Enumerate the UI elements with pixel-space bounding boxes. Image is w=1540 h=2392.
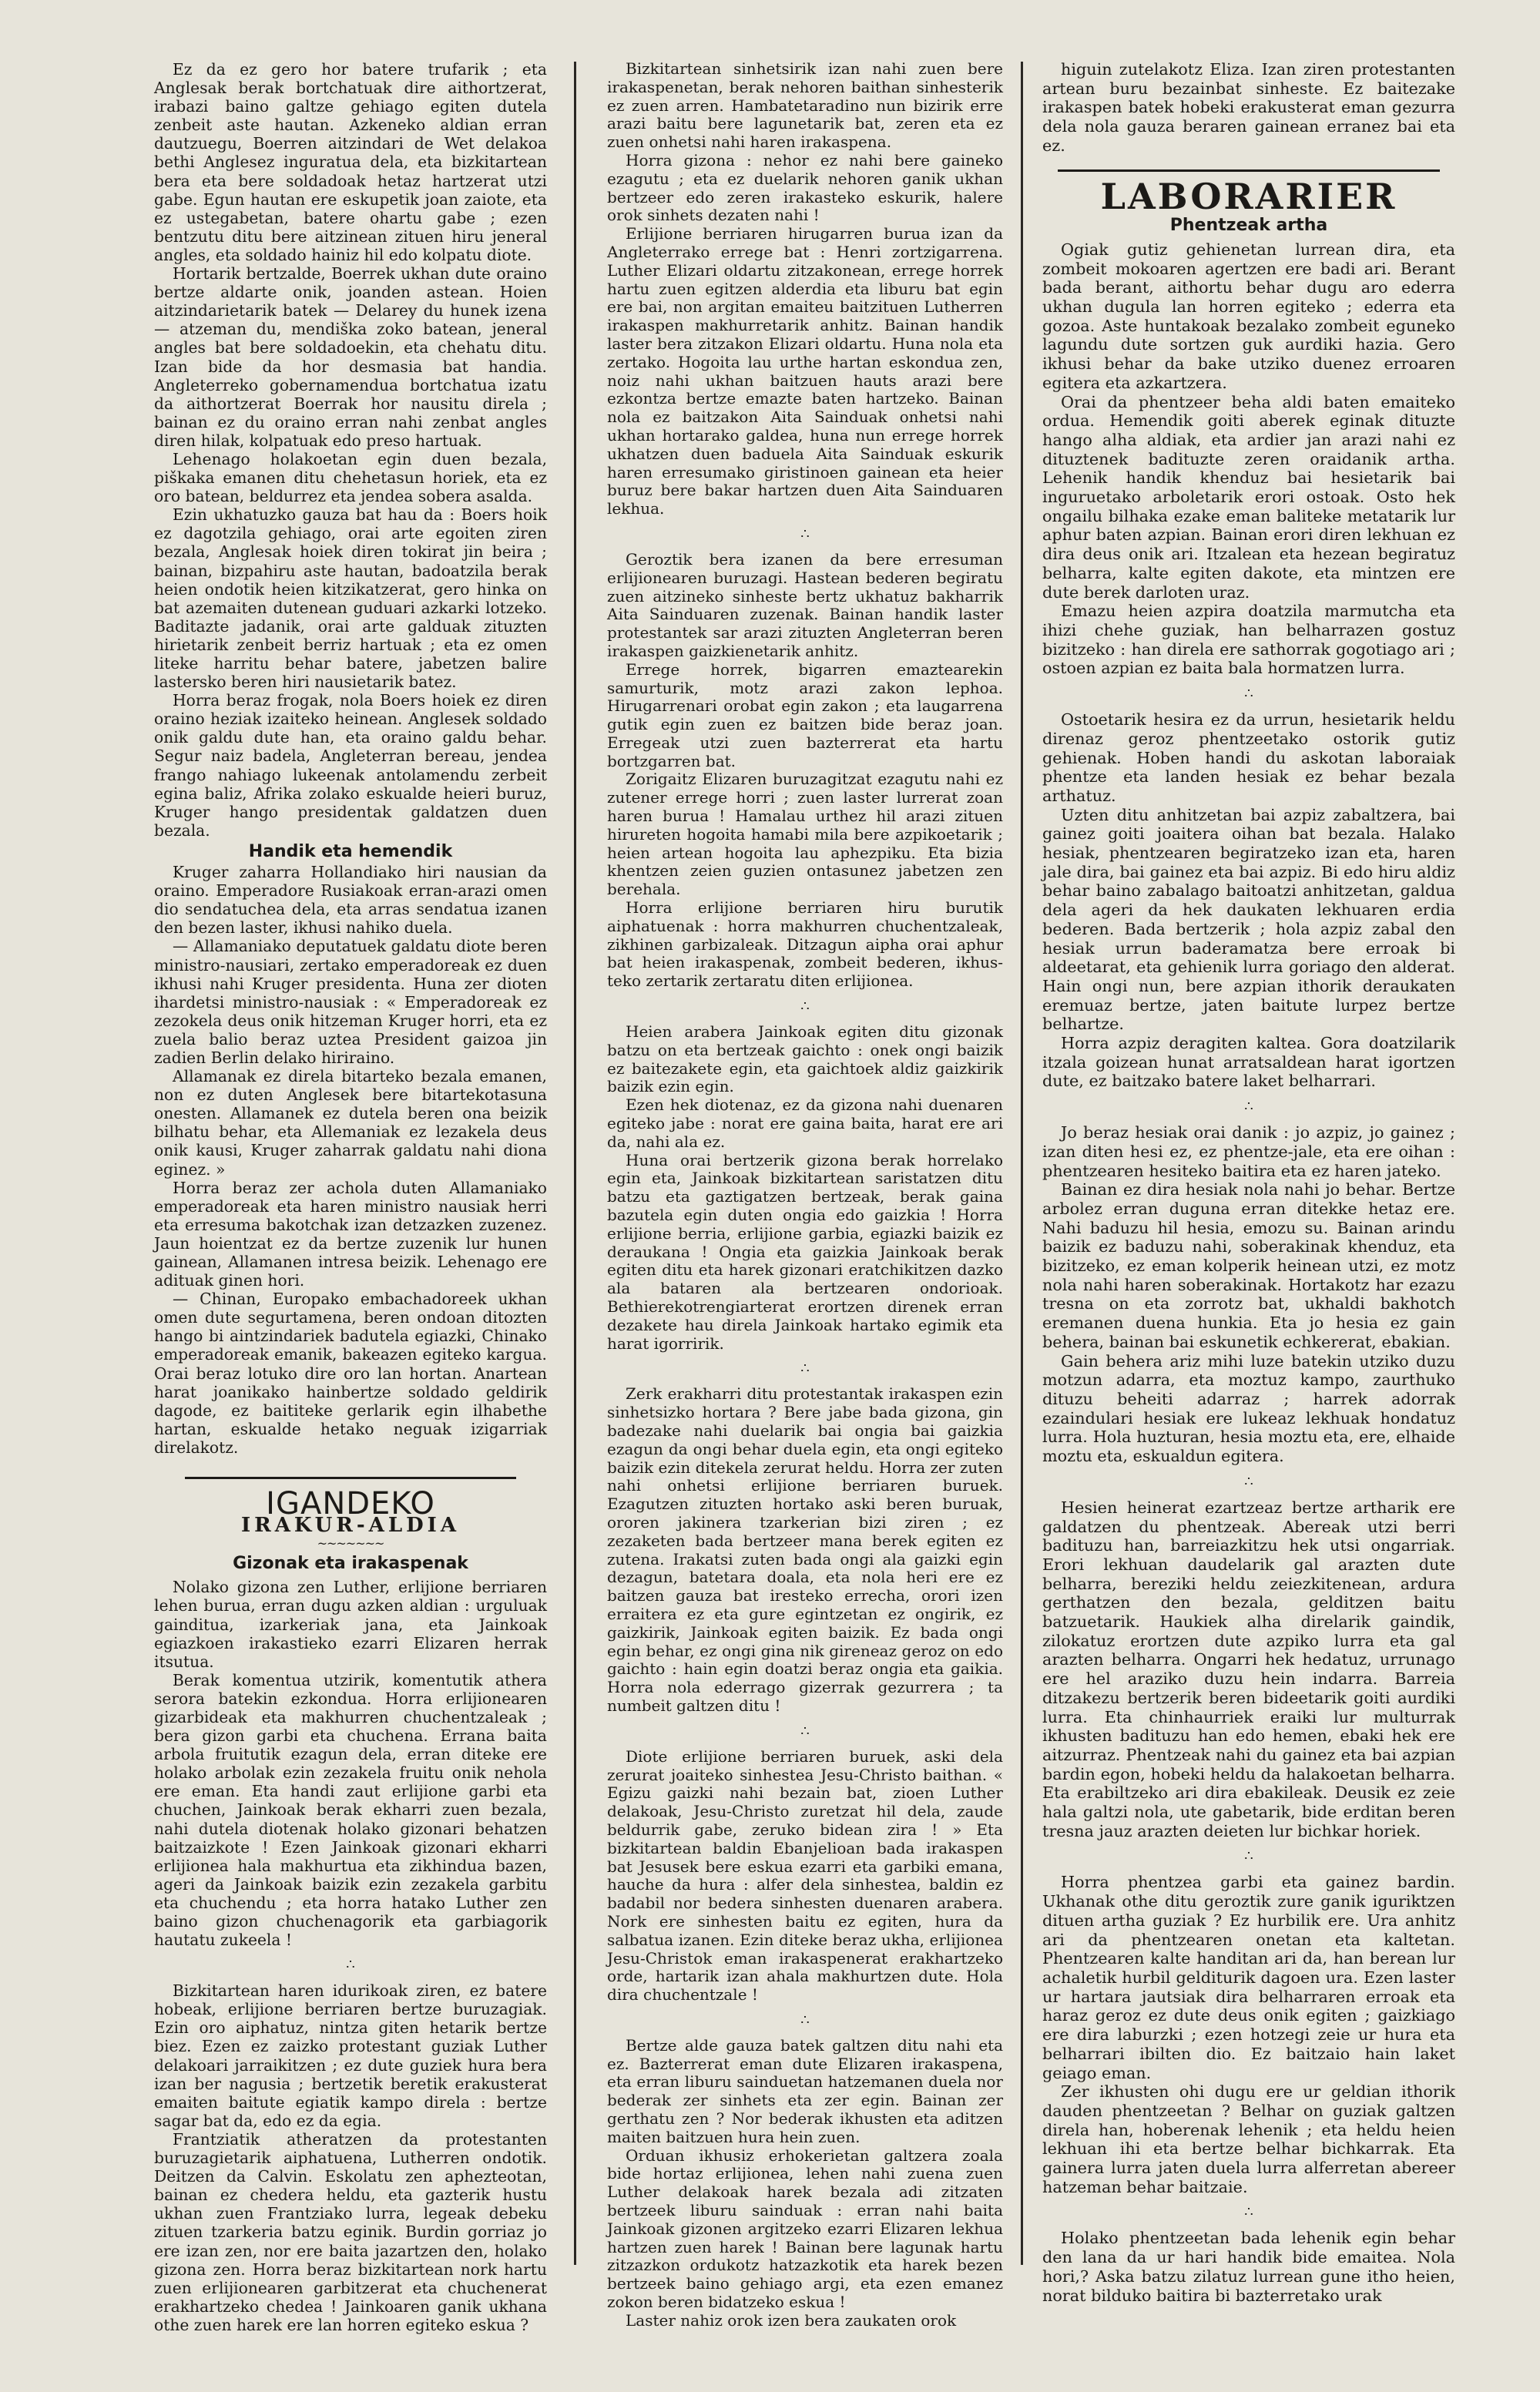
paragraph: Geroztik bera izanen da bere erresuman erlijionearen buruzagi. Hastean bederen begiratu zuen aitzineko sinheste bertz ukhatuz bakharrik Aita Sainduaren zuzenak. Bainan handik laster protestantek sar arazi zituzten Angleterran beren irakaspen gaizkienetarik anhitz. [607,549,1003,660]
paragraph: Horra erlijione berriaren hiru burutik aiphatuenak : horra makhurren chuchentzaleak, zikhinen garbizaleak. Ditzagun aipha orai aphur bat heien irakaspenak, zombeit bederen, ikhus-teko zertarik zertaratu diten erlijionea. [607,898,1003,991]
column-divider-left [574,62,576,2265]
column-3 [1042,60,1455,2305]
separator-asterism: ∴ [800,2011,810,2028]
paragraph: Nolako gizona zen Luther, erlijione berriaren lehen burua, erran dugu azken aldian : urguluak gainditua, izarkeriak jana, eta Jainkoak egiazkoen irakastieko ezarri Elizaren herrak itsutua. [154,1578,547,1671]
paragraph: Ezin ukhatuzko gauza bat hau da : Boers hoik ez dagotzila gehiago, orai arte egoiten ziren bezala, Anglesak hoiek diren tokirat jin beira ; bainan, bizpahiru aste hautan, badoatzila berak heien ondotik heien kitzikatzerat, gero hinka on bat azemaiten dutenean guduari azkarki lotzeko. Baditazte jadanik, orai arte galduak zituzten hirietarik zenbeit berriz hartuak ; eta ez omen liteke harritu behar batere, jabetzen balire lastersko beren hiri nausietarik batez. [154,505,547,692]
paragraph: Berak komentua utzirik, komentutik athera serora batekin ezkondua. Horra erlijionearen gizarbideak eta makhurren chuchentzaleak ; bera gizon garbi eta chuchena. Errana baita arbola fruitutik ezagun dela, erran diteke ere holako arbolak ezin zezakela fruitu onik nehola ere eman. Eta handi zaut erlijione garbi eta chuchen, Jainkoak berak ekharri zuen bezala, nahi dutela diotenak holako gizonari behatzen baitzaizkote ! Ezen Jainkoak gizonari ekharri erlijionea hala makhurtua eta zikhindua bazen, ageri da Jainkoak baizik ezin zezakela garbitu eta chuchendu ; eta horra hatako Luther zen baino gizon chuchenagorik eta garbiagorik hautatu zukeela ! [154,1670,547,1950]
paragraph: Erlijione berriaren hirugarren burua izan da Angleterrako errege bat : Henri zortzigarrena. Luther Elizari oldartu zitzakonean, errege horrek hartu zuen egitzen alderdia eta liburu bat egin ere bai, non argitan emaiteu baitzituen Lutherren irakaspen makhurretarik anhitz. Bainan handik laster bera zitzakon Elizari oldartu. Huna nola eta zertako. Hogoita lau urthe hartan eskondua zen, noiz nahi ukhan baitzuen hauts arazi bere ezkontza bertze emazte baten hartzeko. Bainan nola ez baitzakon Aita Sainduak onhetsi nahi ukhan hortarako galdea, huna nun errege horrek ukhatzen duen baduela Aita Sainduak eskurik haren erresumako giristinoen gainean eta heier buruz bere bakar hartzen duen Aita Sainduaren lekhua. [607,224,1003,518]
paragraph: Horra azpiz deragiten kaltea. Gora doatzilarik itzala goizean hunat arratsaldean harat igortzen dute, ez baitzako batere laket belharrari. [1042,1034,1455,1091]
paragraph: Bertze alde gauza batek galtzen ditu nahi eta ez. Bazterrerat eman dute Elizaren irakaspena, eta erran liburu sainduetan hatzemanen duela nor bederak zer sinhets eta zer egin. Bainan zer gerthatu zen ? Nor bederak ikhusten eta aditzen maiten baitzuen hura hein zuen. [607,2035,1003,2146]
paragraph: Ogiak gutiz gehienetan lurrean dira, eta zombeit mokoaren agertzen ere badi ari. Berant bada berant, aithortu behar dugu aro ederra ukhan dugula lan horren egiteko ; ederra eta gozoa. Aste huntakoak bezalako zombeit eguneko lagundu dute sortzen guk aurdiki hazia. Gero ikhusi behar da bake utziko duenez erroaren egitera eta azkartzera. [1042,240,1455,392]
paragraph: Ez da ez gero hor batere trufarik ; eta Anglesak berak bortchatuak dire aithortzerat, irabazi baino galtze gehiago egiten dutela zenbeit aste hautan. Azkeneko aldian erran dautzuegu, Boerren aitzindari de Wet delakoa bethi Anglesez inguratua dela, eta bizkitartean bera eta bere soldadoak hetaz hartzerat utzi gabe. Egun hautan ere eskupetik joan zaiote, eta ez ustegabetan, batere ohartu gabe ; ezen bentzutu ditu bere aitzinean zituen hiru jeneral angles, eta soldado hainiz hil edo kolpatu diote. [154,60,547,264]
paragraph: Zorigaitz Elizaren buruzagitzat ezagutu nahi ez zutener errege horri ; zuen laster lurrerat zoan haren burua ! Hamalau urthez hil arazi zituen hirureten hogoita hamabi mila bere azpikoetarik ; heien artean hogoita lau aphezpiku. Eta bizia khentzen zeien guzien ontasunez jabetzen zen berehala. [607,770,1003,899]
paragraph: Allamanak ez direla bitarteko bezala emanen, non ez duten Anglesek bere bitartekotasuna onesten. Allamanek ez dutela beren ona beizik bilhatu behar, eta Allemaniak ez lezakela deus onik kausi, Kruger zaharrak galdatu nahi diona eginez. » [154,1067,547,1179]
paragraph: Huna orai bertzerik gizona berak horrelako egin eta, Jainkoak bizkitartean saristatzen ditu batzu eta gaztigatzen bertzeak, berak gaina bazutela egin duten ongia edo gaizkia ! Horra erlijione berria, erlijione garbia, egiazki baizik ez deraukana ! Ongia eta gaizkia Jainkoak berak egiten ditu eta harek gizonari eratchikitzen dazko ala bataren ala bertzearen ondorioak. Bethierekotrengiarterat erortzen direnek erran dezakete hau direla Jainkoak hartako egimik eta harat igorririk. [607,1150,1003,1353]
separator-asterism: ∴ [800,998,810,1015]
paragraph: Orai da phentzeer beha aldi baten emaiteko ordua. Hemendik goiti aberek eginak dituzte hango alha aldiak, eta ardier jan arazi nahi ez dituztenek badituzte zeren oraidanik artha. Lehenik handik khenduz bai hesietarik bai inguruetako arboletarik erori ostoak. Osto hek ongailu bilhaka ezake eman baliteke metatarik lur aphur baten azpian. Bainan erori diren lekhuan ez dira deus onik ari. Itzalean eta hezean begiratuz belharra, kalte egiten dakote, eta mintzen ere dute berek darloten uraz. [1042,392,1455,602]
paragraph: — Chinan, Europako embachadoreek ukhan omen dute segurtamena, beren ondoan ditozten hango bi aintzindariek badutela egiazki, Chinako emperadoreak emanik, bakeazen egiteko kargua. Orai beraz lotuko dire oro lan hortan. Anartean harat joanikako hainbertze soldado geldirik dagode, ez baititeke gerlarik egin ilhabethe hartan, eskualde hetako neguak izigarriak direlakotz. [154,1290,547,1457]
separator-asterism: ∴ [1244,1473,1253,1490]
paragraph: Ostoetarik hesira ez da urrun, hesietarik heldu direnaz geroz phentzeetako ostorik gutiz gehienak. Hoben handi du askotan laboraiak phentze eta landen hesiak ez behar bezala arthatuz. [1042,710,1455,805]
paragraph: Zerk erakharri ditu protestantak irakaspen ezin sinhetsizko hortara ? Bere jabe bada gizona, gin badezake nahi duelarik bai ongia bai gaizkia ezagun da ongi behar duela egin, eta ongi egiteko baizik ezin ditekela zerurat heldu. Horra zer zuten nahi onhetsi erlijione berriaren buruek. Ezagutzen zituzten hortako aski beren buruak, ororen jakinera tzarkerian bizi ziren ; ez zezaketen bada bertzeer mana berek egiten ez zutena. Irakatsi zuten bada ongi ala gaizki egin dezagun, batetara doala, eta nola heri ere ez baitzen gauza bat iresteko errecha, orori izen erraitera ez eta gure egintzetan ez ongirik, ez gaizkirik, Jainkoak egiten baizik. Ez bada ongi egin behar, ez ongi gina nik gireneaz geroz on edo gaichto : hain egin doatzi beraz ongia eta gaikia. Horra nola ederrago gizerrak gezurrera ; ta numbeit galtzen ditu ! [607,1384,1003,1715]
separator-asterism: ∴ [1244,2204,1253,2221]
paragraph: Emazu heien azpira doatzila marmutcha eta ihizi chehe guziak, han belharrazen gostuz bizitzeko : han direla ere sathorrak gogotiago ari ; ostoen azpian ez baita bala hormatzen lurra. [1042,602,1455,678]
separator-asterism: ∴ [800,1723,810,1739]
ornament: ~~~~~~~ [317,1536,384,1552]
separator-asterism: ∴ [1244,1099,1253,1115]
separator-asterism: ∴ [800,525,810,542]
paragraph: Holako phentzeetan bada lehenik egin behar den lana da ur hari handik bide emaitea. Nola hori,? Aska batzu zilatuz lurrean gune itho heien, norat bilduko baitira bi bazterretako urak [1042,2229,1455,2305]
paragraph: Bizkitartean haren idurikoak ziren, ez batere hobeak, erlijione berriaren bertze buruzagiak. Ezin oro aiphatuz, nintza giten hetarik bertze biez. Ezen ez zaizko protestant guziak Luther delakoari jarraikitzen ; ez dute guziek hura bera izan ber nagusia ; bertzetik beretik erakusterat emaiten baitute egiatik kampo direla : bertze sagar bat da, edo ez da egia. [154,1981,547,2130]
paragraph: Lehenago holakoetan egin duen bezala, piškaka emanen ditu chehetasun horiek, eta ez oro batean, beldurrez eta jendea sobera asalda. [154,449,547,506]
paragraph: Gain behera ariz mihi luze batekin utziko duzu motzun adarra, eta moztuz kampo, zaurthuko dituzu beheiti adarraz ; harrek adorrak ezaindulari hesiak ere lukeaz lekhuak hondatuz lurra. Hola huzturan, hesia moztu eta, ere, elhaide moztu eta, eskualdun egitera. [1042,1351,1455,1466]
paragraph: Horra beraz frogak, nola Boers hoiek ez diren oraino heziak izaiteko heinean. Anglesek soldado onik galdu dute han, eta oraino galdu behar. Segur naiz badela, Angleterran bereau, jendea frango nahiago lukeenak antolamendu zerbeit egina baliz, Afrika zolako eskualde heieri buruz, Kruger hango presidentak galdatzen duen bezala. [154,691,547,840]
masthead-subtitle: IRAKUR-ALDIA [240,1514,461,1538]
paragraph: Hesien heinerat ezartzeaz bertze artharik ere galdatzen du phentzeak. Abereak utzi berri badituzu han, barreiazkitzu hek utsi ongarriak. Erori lekhuan daudelarik gal arazten dute belharra, bereziki heldu zeiezkitenean, ardura gerthatzen den bezala, gelditzen baitu batzuetarik. Haukiek alha direlarik gaindik, zilokatuz erortzen dute azpiko lurra eta gal arazten belharra. Ongarri hek hedatuz, urrunago ere hel araziko duzu hein indarra. Barreia ditzakezu bertzerik beren bideetarik goiti aurdiki lurra. Eta chinhaurriek eraiki lur multurrak ikhusten badituzu han edo hemen, ebaki hek ere aitzurraz. Phentzeak nahi du gainez eta bai azpian bardin egon, hobeki heldu da halakoetan belharra. Eta erabiltzeko ari dira ebakileak. Deusik ez zeie hala galtzi nola, ute gabetarik, bide erditan beren tresna jauz arazten deieten lur bichkar horiek. [1042,1498,1455,1840]
paragraph: Zer ikhusten ohi dugu ere ur geldian ithorik dauden phentzeetan ? Belhar on guziak galtzen direla han, hoberenak lehenik ; eta heldu heien lekhuan ihi eta bertze belhar bichkarrak. Eta gainera lurra jaten duela lurra alferretan abereer hatzeman behar baitzaie. [1042,2082,1455,2196]
paragraph: Bizkitartean sinhetsirik izan nahi zuen bere irakaspenetan, berak nehoren baithan sinhesterik ez zuen arren. Hambatetaradino nun bizirik erre arazi baitu bere lagunetarik bat, zeren eta ez zuen onhetsi nahi haren irakaspena. [607,59,1003,152]
paragraph: Jo beraz hesiak orai danik : jo azpiz, jo gainez ; izan diten hesi ez, ez phentze-jale, eta ere oihan : phentzearen hesiteko baitira eta ez haren jateko. [1042,1123,1455,1180]
paragraph: higuin zutelakotz Eliza. Izan ziren protestanten artean buru bezainbat sinheste. Ez baitezake irakaspen batek hobeki erakusterat eman gezurra dela nola gauza beraren gainean erranez bai eta ez. [1042,60,1455,155]
paragraph: Uzten ditu anhitzetan bai azpiz zabaltzera, bai gainez goiti joaitera oihan bat bezala. Halako hesiak, phentzearen begiratzeko izan eta, haren jale dira, bai gainez eta bai azpiz. Bi edo hiru aldiz behar baino zabalago baitoatzi anhitzetan, galdua dela ageri da hek daukaten lekhuaren erdia bederen. Bada bertzerik ; hola azpiz zabal den hesiak urrun baderamatza bere erroak bi aldeetarat, eta gehienik lurra goriago den alderat. Hain ongi nun, bere azpian ithorik deraukaten eremuaz bertze, jaten baitute lurpez bertze belhartze. [1042,805,1455,1034]
section-masthead: LABORARIER [1100,175,1397,217]
paragraph: Kruger zaharra Hollandiako hiri nausian da oraino. Emperadore Rusiakoak erran-arazi omen dio sendatuchea dela, eta arras sendatua izanen den bezen laster, ikhusi nahiko duela. [154,863,547,938]
paragraph: Orduan ikhusiz erhokerietan galtzera zoala bide hortaz erlijionea, lehen nahi zuena zuen Luther delakoak harek bezala adi zitzaten bertzeek liburu sainduak : erran nahi baita Jainkoak gizonen argitzeko ezarri Elizaren lekhua hartzen zuen harek ! Bainan bere lagunak hartu zitzazkon ordukotz hatzazkotik eta harek bezen bertzeek baino gehiago argi, eta ezen emanez zokon beren bidatzeko eskua ! [607,2145,1003,2312]
paragraph: Horra beraz zer achola duten Allamaniako emperadoreak eta haren ministro nausiak herri eta erresuma bakotchak izan detzazken zuzenez. Jaun hoientzat ez da bertze zuzenik lur hunen gainean, Allamanen intresa beizik. Lehenago ere adituak ginen hori. [154,1178,547,1290]
article-title: Gizonak eta irakaspenak [233,1554,468,1574]
separator-asterism: ∴ [800,1360,810,1377]
paragraph: Hortarik bertzalde, Boerrek ukhan dute oraino bertze aldarte onik, joanden astean. Hoien aitzindarietarik batek — Delarey du hunek izena — atzeman du, mendiška zoko batean, jeneral angles bat bere soldadoekin, eta chehatu ditu. Izan bide da hor desmasia bat handia. Angleterreko gobernamendua bortchatua izatu da aithortzerat Boerrak hor nausitu direla ; bainan ez du oraino erran nahi zenbat angles diren hilak, kolpatuak edo preso hartuak. [154,264,547,450]
horizontal-rule [185,1477,516,1479]
column-2 [607,60,1003,2330]
column-1 [154,60,547,2334]
column-divider-right [1021,62,1023,2265]
horizontal-rule [1058,169,1440,172]
paragraph: Heien arabera Jainkoak egiten ditu gizonak batzu on eta bertzeak gaichto : onek ongi baizik ez baitezakete egin, eta gaichtoek aldiz gaizkirik baizik ezin egin. [607,1022,1003,1096]
paragraph: Errege horrek, bigarren emaztearekin samurturik, motz arazi zakon lephoa. Hirugarrenari orobat egin zakon ; eta laugarrena gutik egin zuen ez baitzen bide beraz joan. Erregeak utzi zuen bazterrerat eta hartu bortzgarren bat. [607,659,1003,770]
paragraph: Ezen hek diotenaz, ez da gizona nahi duenaren egiteko jabe : norat ere gaina baita, harat ere ari da, nahi ala ez. [607,1095,1003,1151]
paragraph: Bainan ez dira hesiak nola nahi jo behar. Bertze arbolez erran duguna erran ditekke hetaz ere. Nahi baduzu hil hesia, emozu su. Bainan arindu baizik ez baduzu nahi, soberakinak khenduz, eta bizitzeko, ez eman kolperik heinean utzi, ez motz nola nahi haren soberakinak. Hortakotz har ezazu tresna on eta zorrotz bat, ukhaldi bakhotch eremanen duena hunkia. Eta jo hesia ez gain behera, bainan bai eskunetik echkererat, ebakian. [1042,1180,1455,1351]
paragraph: Diote erlijione berriaren buruek, aski dela zerurat joaiteko sinhestea Jesu-Christo baithan. « Egizu gaizki nahi bezain bat, zioen Luther delakoak, Jesu-Christo zuretzat hil dela, zaude beldurrik gabe, zeruko bidean zira ! » Eta bizkitartean baldin Ebanjelioan bada irakaspen bat Jesusek bere eskua ezarri eta garbiki emana, hauche da hura : alfer dela sinhestea, baldin ez badabil nor bedera sinhesten duenaren arabera. Nork ere sinhesten baitu ez egiten, hura da salbatua izanen. Ezin diteke beraz ukha, erlijionea Jesu-Christok eman irakaspenerat erakhartzeko orde, hartarik izan ahala makhurtzen dute. Hola dira chuchentzale ! [607,1746,1003,2005]
paragraph: Laster nahiz orok izen bera zaukaten orok [626,2310,957,2330]
masthead-title: IGANDEKO [266,1486,435,1522]
section-heading: Handik eta hemendik [248,841,453,861]
separator-asterism: ∴ [346,1957,355,1974]
article-title: Phentzeak artha [1169,216,1328,236]
paragraph: Horra phentzea garbi eta gainez bardin. Ukhanak othe ditu geroztik zure ganik iguriktzen dituen artha guziak ? Ez hurbilik ere. Ura anhitz ari da phentzearen onetan eta kaltetan. Phentzearen kalte handitan ari da, han berean lur achaletik hurbil gelditurik dagoen ura. Ezen laster ur hartara jautsiak dira belharraren erroak eta haraz geroz ez dute deus onik egiten ; gaizkiago ere dira laburzki ; ezen hotzegi zeie ur hura eta belharrari ibilten dio. Ez baitzaio hain laket geiago eman. [1042,1873,1455,2082]
paragraph: Frantziatik atheratzen da protestanten buruzagietarik aiphatuena, Lutherren ondotik. Deitzen da Calvin. Eskolatu zen aphezteotan, bainan ez chedera heldu, eta gazterik hustu ukhan zuen Frantziako lurra, legeak debeku zituen tzarkeria batzu eginik. Burdin gorriaz jo ere izan zen, nor ere baita jazartzen den, holako gizona zen. Horra beraz bizkitartean nork hartu zuen erlijionearen garbitzerat eta chuchenerat erakhartzeko chedea ! Jainkoaren ganik ukhana othe zuen harek ere lan horren egiteko eskua ? [154,2129,547,2334]
separator-asterism: ∴ [1244,1848,1253,1865]
paragraph: Horra gizona : nehor ez nahi bere gaineko ezagutu ; eta ez duelarik nehoren ganik ukhan bertzeer edo zeren irakasteko eskurik, halere orok sinhets dezaten nahi ! [607,150,1003,225]
paragraph: — Allamaniako deputatuek galdatu diote beren ministro-nausiari, zertako emperadoreak ez duen ikhusi nahi Kruger presidenta. Huna zer dioten ihardetsi ministro-nausiak : « Emperadoreak ez zezokela deus onik hitzeman Kruger horri, eta ez zuela balio beraz uztea President gaizoa jin zadien Berlin delako hiriraino. [154,937,547,1067]
separator-asterism: ∴ [1244,686,1253,703]
